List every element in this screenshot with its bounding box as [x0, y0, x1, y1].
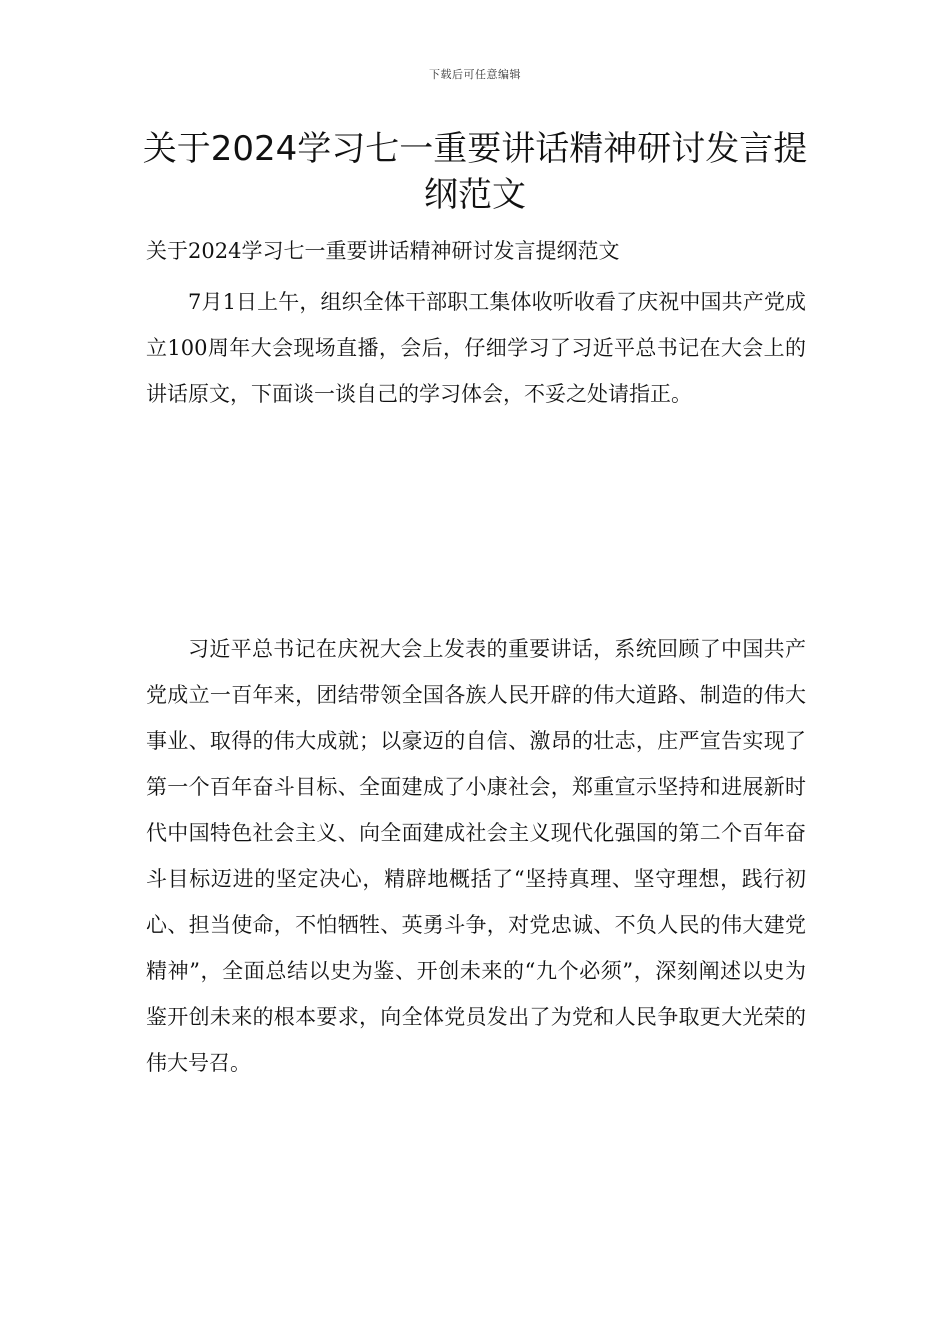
- header-note: 下载后可任意编辑: [429, 68, 521, 81]
- document-subtitle: 关于2024学习七一重要讲话精神研讨发言提纲范文: [146, 239, 620, 263]
- paragraph-intro: 7月1日上午，组织全体干部职工集体收听收看了庆祝中国共产党成立100周年大会现场直播，会后，仔细学习了习近平总书记在大会上的讲话原文，下面谈一谈自己的学习体会，不妥之处请指正。: [146, 290, 806, 406]
- document-title: 关于2024学习七一重要讲话精神研讨发言提纲范文: [142, 129, 808, 215]
- paragraph-speech-summary: 习近平总书记在庆祝大会上发表的重要讲话，系统回顾了中国共产党成立一百年来，团结带领全国各族人民开辟的伟大道路、制造的伟大事业、取得的伟大成就；以豪迈的自信、激昂的壮志，庄严宣告实现了第一个百年奋斗目标、全面建成了小康社会，郑重宣示坚持和进展新时代中国特色社会主义、向全面建成社会主义现代化强国的第二个百年奋斗目标迈进的坚定决心，精辟地概括了“坚持真理、坚守理想，践行初心、担当使命，不怕牺牲、英勇斗争，对党忠诚、不负人民的伟大建党精神”，全面总结以史为鉴、开创未来的“九个必须”，深刻阐述以史为鉴开创未来的根本要求，向全体党员发出了为党和人民争取更大光荣的伟大号召。: [146, 637, 806, 1075]
